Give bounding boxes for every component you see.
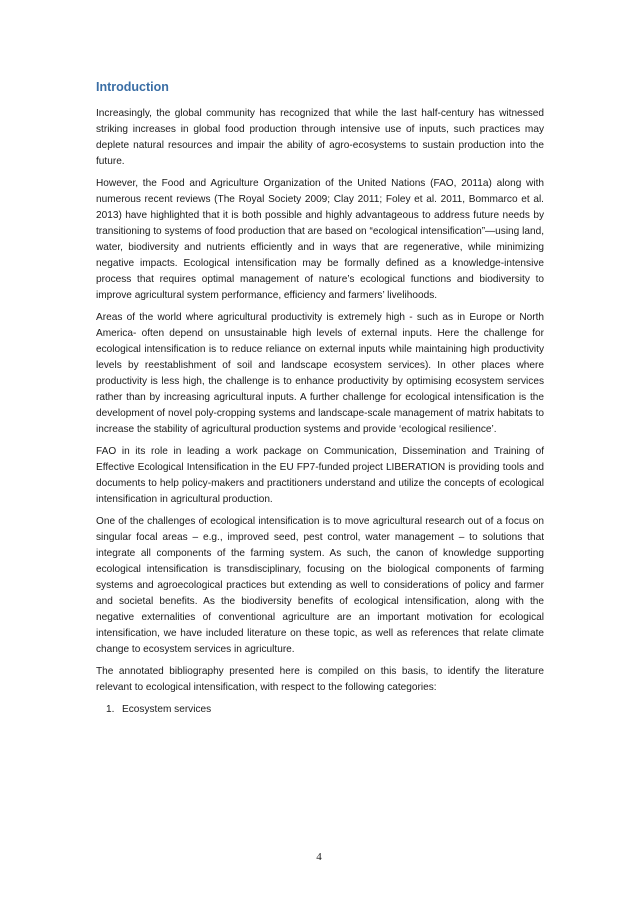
paragraph-2: However, the Food and Agriculture Organization of the United Nations (FAO, 2011a) along with numerous recent reviews (The Royal Society 2009; Clay 2011; Foley et al. 2011, Bommarco et al. 2013) have highlighted that it is both possible and highly advantageous to address future needs by transitioning to systems of food production that are based on “ecological intensification”—using land, water, biodiversity and nutrients efficiently and in ways that are regenerative, while minimizing negative impacts. Ecological intensification may be formally defined as a knowledge-intensive process that requires optimal management of nature’s ecological functions and biodiversity to improve agricultural system performance, efficiency and farmers’ livelihoods. [96, 178, 544, 301]
list-item [96, 702, 544, 718]
page-content [96, 79, 544, 718]
paragraph-6: The annotated bibliography presented here is compiled on this basis, to identify the literature relevant to ecological intensification, with respect to the following categories: [96, 666, 544, 693]
section-heading: Introduction [96, 80, 169, 94]
list-item-label: Ecosystem services [122, 704, 212, 715]
list-item-number: 1. [106, 704, 115, 715]
paragraph-4: FAO in its role in leading a work package on Communication, Dissemination and Training of Effective Ecological Intensification in the EU FP7-funded project LIBERATION is providing tools and documents to help policy-makers and practitioners understand and utilize the concepts of ecological intensification in agricultural production. [96, 446, 544, 505]
page-number: 4 [316, 851, 322, 863]
paragraph-5: One of the challenges of ecological intensification is to move agricultural research out of a focus on singular focal areas – e.g., improved seed, pest control, water management – to solutions that integrate all components of the farming system. As such, the canon of knowledge supporting ecological intensification is transdisciplinary, focusing on the biological components of farming systems and agroecological practices but extending as well to considerations of policy and farmer and societal benefits. As the biodiversity benefits of ecological intensification, along with the negative externalities of conventional agriculture are an important motivation for ecological intensification, we have included literature on these topic, as well as references that relate climate change to ecosystem services in agriculture. [96, 516, 544, 655]
paragraph-3: Areas of the world where agricultural productivity is extremely high - such as in Europe or North America- often depend on unsustainable high levels of external inputs. Here the challenge for ecological intensification is to reduce reliance on external inputs while maintaining high productivity levels by reestablishment of soil and landscape ecosystem services). In other places where productivity is less high, the challenge is to enhance productivity by optimising ecosystem services rather than by increasing agricultural inputs. A further challenge for ecological intensification is the development of novel poly-cropping systems and landscape-scale management of matrix habitats to increase the stability of agricultural production systems and provide ‘ecological resilience’. [96, 312, 544, 435]
category-list [96, 702, 544, 718]
paragraph-1: Increasingly, the global community has recognized that while the last half-century has witnessed striking increases in global food production through intensive use of inputs, such practices may deplete natural resources and impair the ability of agro-ecosystems to sustain production into the future. [96, 108, 544, 167]
